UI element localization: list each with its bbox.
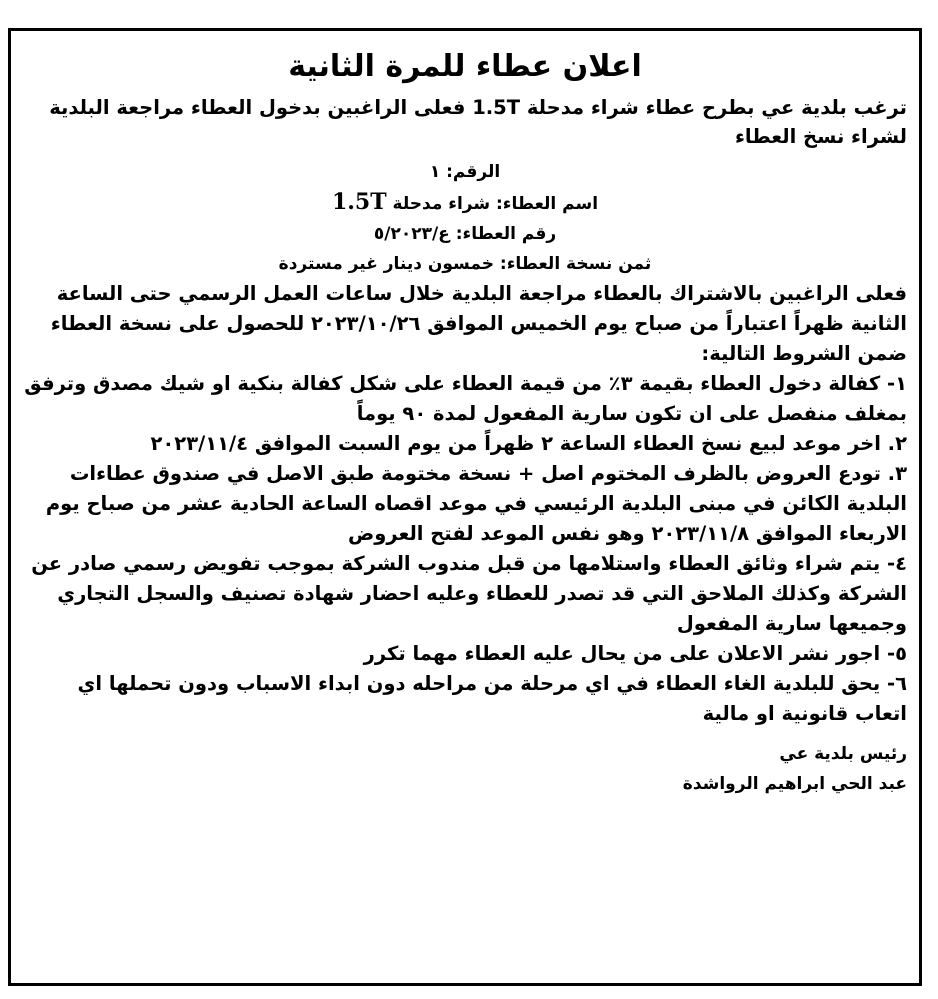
condition-item: ٣. تودع العروض بالظرف المختوم اصل + نسخة مختومة طبق الاصل في صندوق عطاءات البلدية الكائن في مبنى البلدية الرئيسي في موعد اقصاه الساعة الحادية عشر من صباح يوم الاربعاء الموافق ٢٠٢٣/١١/٨ وهو نفس الموعد لفتح العروض — [45, 462, 907, 545]
price-line: ثمن نسخة العطاء: خمسون دينار غير مستردة — [278, 254, 652, 274]
signature-block — [23, 739, 907, 799]
condition-item: ٥- اجور نشر الاعلان على من يحال عليه العطاء مهما تكرر — [363, 642, 907, 665]
condition-item: ٦- يحق للبلدية الغاء العطاء في اي مرحلة من مراحله دون ابداء الاسباب ودون تحملها اي اتعاب قانونية او مالية — [77, 672, 907, 725]
tender-name-label: اسم العطاء: شراء مدحلة — [392, 194, 599, 214]
tender-name-value: 1.5T — [331, 189, 387, 215]
number-line: الرقم: ١ — [429, 162, 501, 182]
condition-item: ٤- يتم شراء وثائق العطاء واستلامها من قبل مندوب الشركة بموجب تفويض رسمي صادر عن الشركة وكذلك الملاحق التي قد تصدر للعطاء وعليه احضار شهادة تصنيف والسجل التجاري وجميعها سارية المفعول — [31, 552, 907, 635]
signer-name: عبد الحي ابراهيم الرواشدة — [682, 774, 907, 794]
main-paragraph: فعلى الراغبين بالاشتراك بالعطاء مراجعة البلدية خلال ساعات العمل الرسمي حتى الساعة الثانية ظهراً اعتباراً من صباح يوم الخميس الموافق ٢٠٢٣/١٠/٢٦ للحصول على نسخة العطاء ضمن الشروط التالية: — [50, 282, 907, 365]
tender-number-line: رقم العطاء: ع/٥/٢٠٢٣ — [373, 224, 557, 244]
condition-item: ٢. اخر موعد لبيع نسخ العطاء الساعة ٢ ظهراً من يوم السبت الموافق ٢٠٢٣/١١/٤ — [150, 432, 907, 455]
announcement-title: اعلان عطاء للمرة الثانية — [288, 49, 642, 84]
tender-announcement — [8, 28, 922, 986]
condition-item: ١- كفالة دخول العطاء بقيمة ٣٪ من قيمة العطاء على شكل كفالة بنكية او شيك مصدق وترفق بمغلف منفصل على ان تكون سارية المفعول لمدة ٩٠ يوماً — [24, 372, 907, 425]
signer-title: رئيس بلدية عي — [779, 744, 907, 764]
tender-name-line — [23, 187, 907, 219]
intro-text: ترغب بلدية عي بطرح عطاء شراء مدحلة 1.5T فعلى الراغبين بدخول العطاء مراجعة البلدية لشراء نسخ العطاء — [49, 96, 907, 148]
conditions-section — [23, 279, 907, 729]
